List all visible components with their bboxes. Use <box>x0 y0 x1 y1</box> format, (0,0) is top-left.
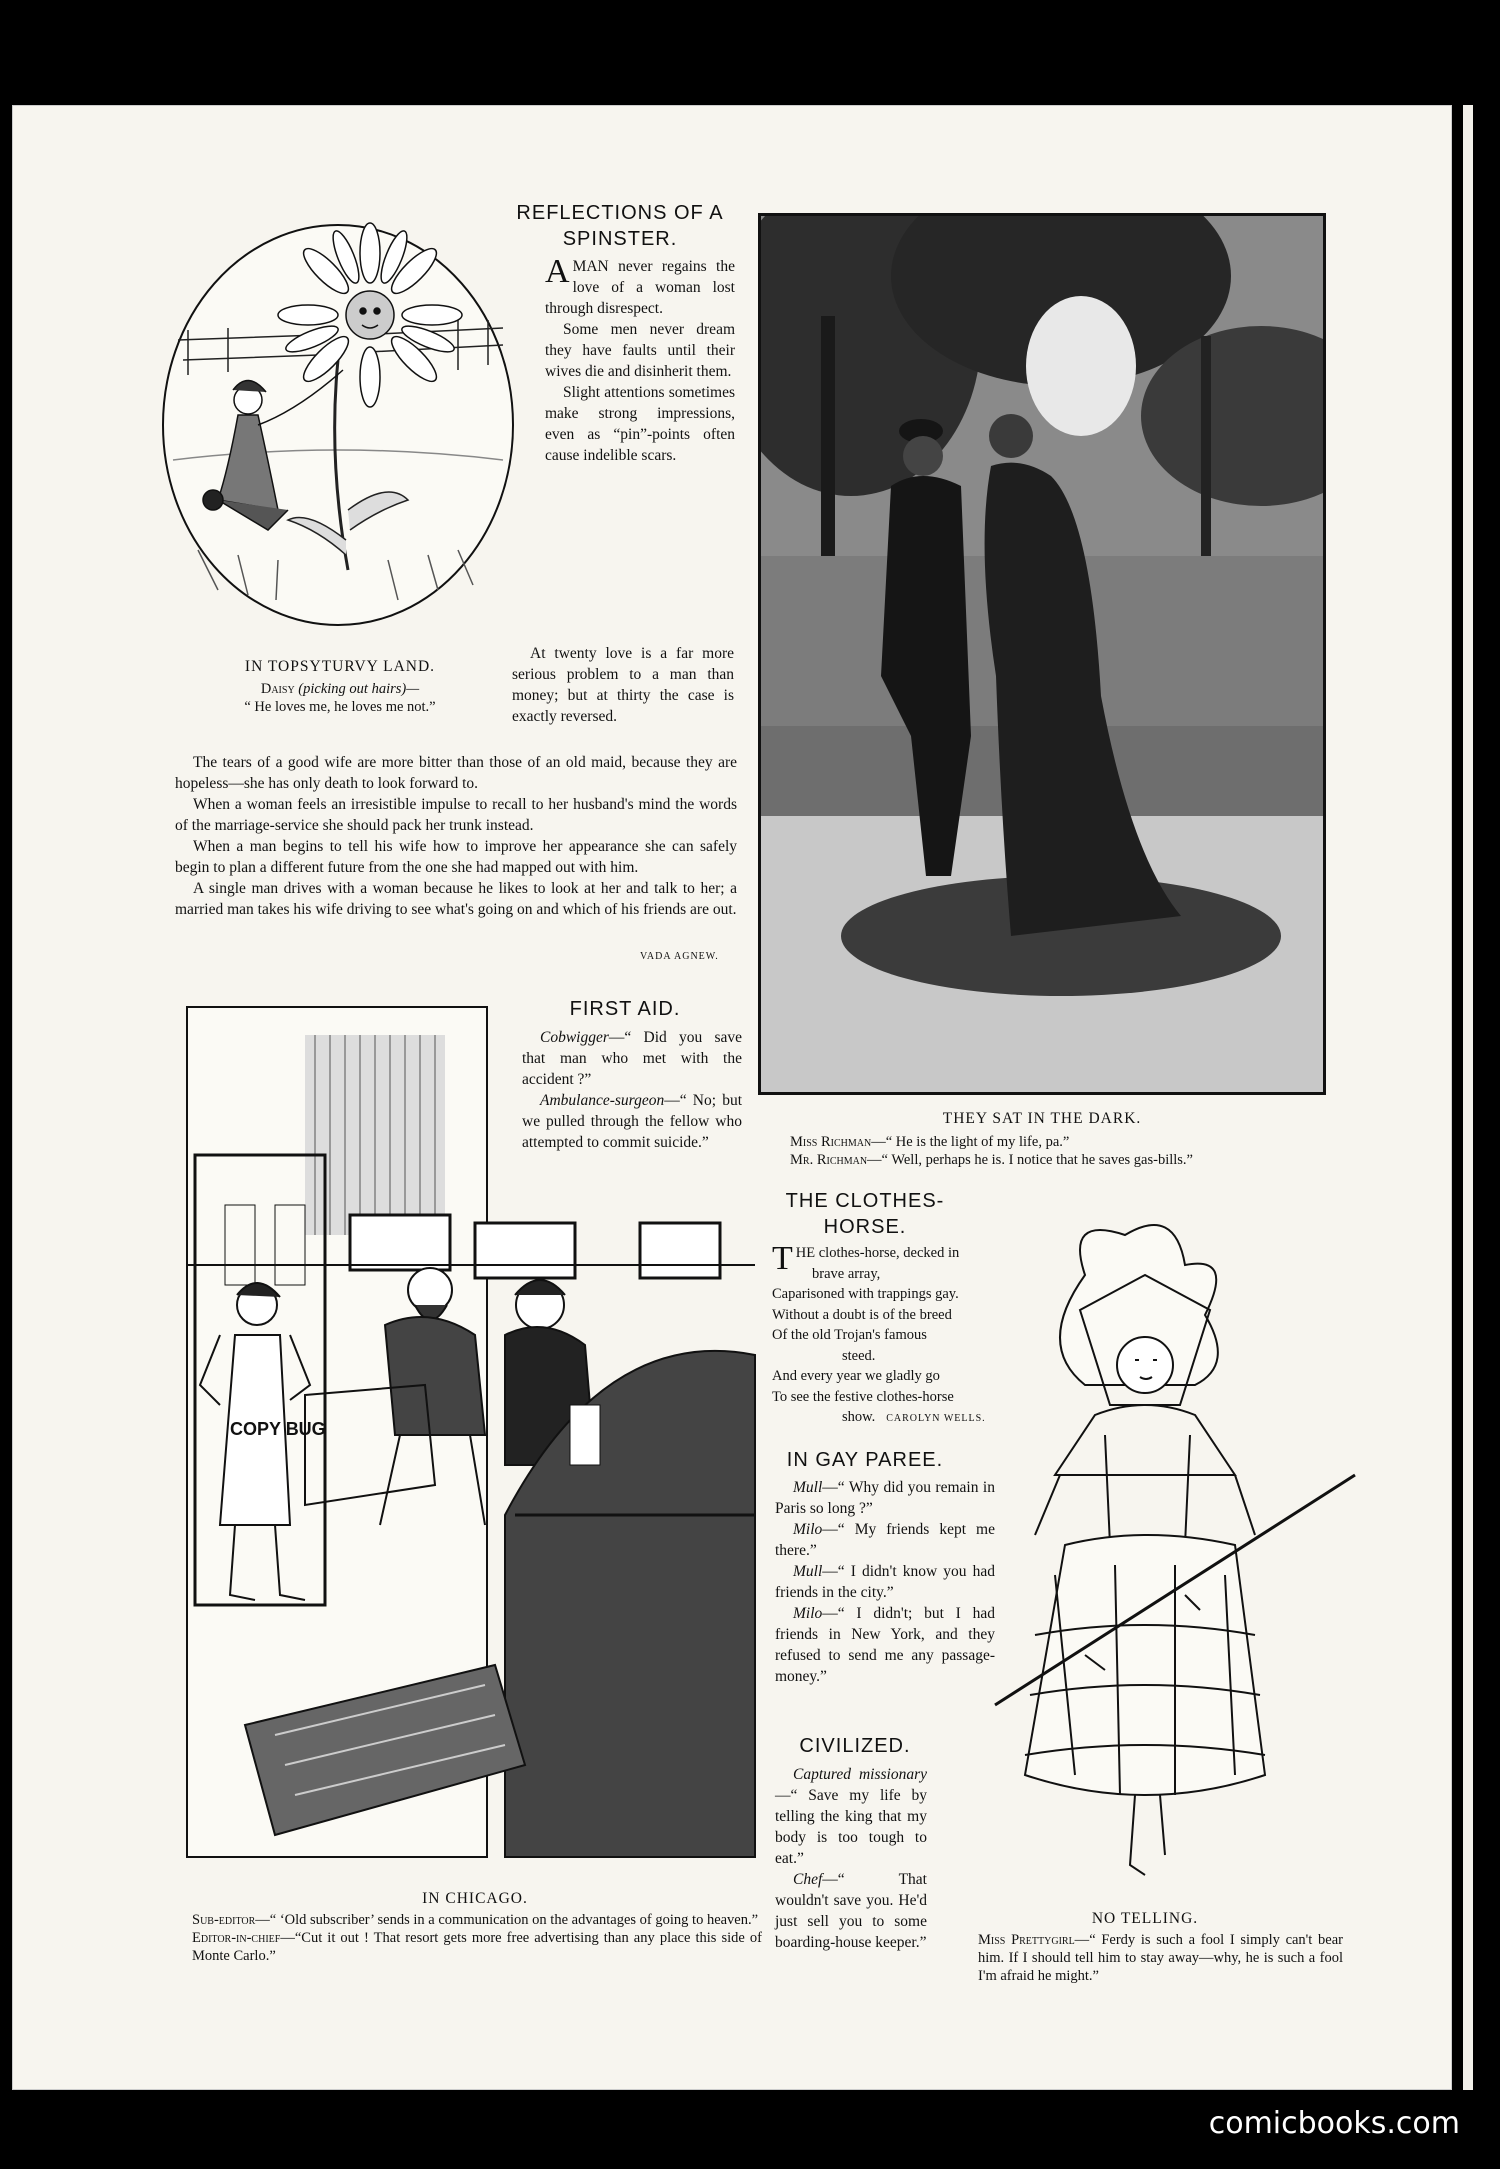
daisy-cartoon <box>158 210 518 650</box>
firstaid-speaker-1: Cobwigger <box>540 1029 609 1046</box>
spinster-dropcap: A <box>545 253 570 290</box>
next-page-edge <box>1463 105 1473 2090</box>
spinster-p2: Some men never dream they have faults until their wives die and disinherit them. <box>545 321 735 380</box>
paree-line-1: —“ Why did you remain in Paris so long ?” <box>775 1479 995 1517</box>
chicago-speaker-1: Sub-editor— <box>192 1912 270 1928</box>
dark-line-1: “ He is the light of my life, pa.” <box>885 1134 1070 1150</box>
notelling-line: “ Ferdy is such a fool I simply can't bear him. If I should tell him to stay away—why, he is such a fool I'm afraid he might.” <box>978 1932 1343 1984</box>
poem-line: brave array, <box>812 1265 881 1282</box>
chicago-line-2: “Cut it out ! That resort gets more free advertising than any place this side of Monte Carlo.” <box>192 1930 762 1964</box>
paree-line-3: —“ I didn't know you had friends in the city.” <box>775 1563 995 1601</box>
spinster-p7: When a man begins to tell his wife how to improve her appearance she can safely begin to plan a different future from the one she had mapped out with him. <box>175 838 737 876</box>
prettygirl-illustration <box>935 1215 1365 1905</box>
dark-speaker-1: Miss Richman— <box>790 1134 886 1150</box>
paree-speaker-4: Milo <box>793 1605 823 1622</box>
clothes-author: CAROLYN WELLS. <box>886 1413 986 1424</box>
spinster-author: VADA AGNEW. <box>640 951 719 962</box>
clothes-dropcap: T <box>772 1240 793 1277</box>
spinster-full-width <box>175 752 737 920</box>
chicago-caption <box>192 1911 762 1965</box>
poem-line: Of the old Trojan's famous <box>772 1327 927 1343</box>
poem-line: steed. <box>842 1347 876 1364</box>
chicago-title: IN CHICAGO. <box>422 1890 528 1907</box>
poem-line: And every year we gladly go <box>772 1368 940 1384</box>
topsyturvy-action: (picking out hairs)— <box>298 681 420 697</box>
spinster-title: REFLECTIONS OF A SPINSTER. <box>516 202 724 250</box>
paree-line-2: —“ My friends kept me there.” <box>775 1521 995 1559</box>
dark-line-2: “ Well, perhaps he is. I notice that he saves gas-bills.” <box>881 1152 1193 1168</box>
poem-line: To see the festive clothes-horse <box>772 1388 954 1405</box>
firstaid-speaker-2: Ambulance-surgeon <box>540 1092 665 1109</box>
notelling-caption <box>978 1931 1343 1985</box>
spinster-p3: Slight attentions sometimes make strong impressions, even as “pin”-points often cause indelible scars. <box>545 384 735 464</box>
topsyturvy-title: IN TOPSYTURVY LAND. <box>244 658 436 675</box>
dark-illustration <box>758 213 1326 1095</box>
paree-speaker-3: Mull <box>793 1563 823 1580</box>
dark-speaker-2: Mr. Richman— <box>790 1152 882 1168</box>
chicago-speaker-2: Editor-in-chief— <box>192 1930 295 1946</box>
civilized-speaker-2: Chef <box>793 1871 823 1888</box>
firstaid-line-2: —“ No; but we pulled through the fellow who attempted to commit suicide.” <box>522 1092 742 1151</box>
paree-speaker-2: Milo <box>793 1521 823 1538</box>
apron-text: COPY BUG <box>230 1419 326 1439</box>
spinster-p4-block <box>512 643 734 727</box>
topsyturvy-line: “ He loves me, he loves me not.” <box>244 699 436 715</box>
paree-title: IN GAY PAREE. <box>786 1449 944 1471</box>
civilized-line-1: —“ Save my life by telling the king that my body is too tough to eat.” <box>775 1787 927 1867</box>
spinster-column <box>545 253 735 466</box>
watermark: comicbooks.com <box>1208 2106 1460 2141</box>
poem-line: HE clothes-horse, decked in <box>795 1245 960 1261</box>
spinster-p4: At twenty love is a far more serious problem to a man than money; but at thirty the case is exactly reversed. <box>512 645 734 725</box>
civilized-title: CIVILIZED. <box>799 1735 911 1757</box>
topsyturvy-caption <box>175 680 505 716</box>
spinster-p8: A single man drives with a woman because he likes to look at her and talk to her; a married man takes his wife driving to see what's going on and which of his friends are out. <box>175 880 737 918</box>
spinster-p1: MAN never regains the love of a woman lost through disrespect. <box>545 258 735 317</box>
paree-speaker-1: Mull <box>793 1479 823 1496</box>
poem-line: Without a doubt is of the breed <box>772 1306 952 1323</box>
spinster-p5: The tears of a good wife are more bitter than those of an old maid, because they are hopeless—she has only death to look forward to. <box>175 754 737 792</box>
paree-line-4: —“ I didn't; but I had friends in New York, and they refused to send me any passage-money.” <box>775 1605 995 1685</box>
firstaid-title: FIRST AID. <box>569 998 681 1020</box>
firstaid-line-1: —“ Did you save that man who met with the accident ?” <box>522 1029 742 1088</box>
clothes-title: THE CLOTHES-HORSE. <box>785 1190 945 1238</box>
chicago-illustration <box>185 1005 763 1865</box>
notelling-speaker: Miss Prettygirl— <box>978 1932 1090 1948</box>
topsyturvy-speaker: Daisy <box>260 681 295 697</box>
civilized-line-2: —“ That wouldn't save you. He'd just sell you to some boarding-house keeper.” <box>775 1871 927 1951</box>
dark-caption <box>790 1133 1330 1169</box>
civilized-speaker-1: Captured missionary <box>793 1766 927 1783</box>
dark-title: THEY SAT IN THE DARK. <box>942 1110 1142 1127</box>
civilized-text <box>775 1764 927 1953</box>
poem-line: Caparisoned with trappings gay. <box>772 1286 959 1302</box>
poem-line: show. <box>842 1409 876 1425</box>
spinster-p6: When a woman feels an irresistible impulse to recall to her husband's mind the words of the marriage-service she should pack her trunk instead. <box>175 796 737 834</box>
chicago-line-1: “ ‘Old subscriber’ sends in a communication on the advantages of going to heaven.” <box>269 1912 759 1928</box>
notelling-title: NO TELLING. <box>1091 1910 1199 1927</box>
